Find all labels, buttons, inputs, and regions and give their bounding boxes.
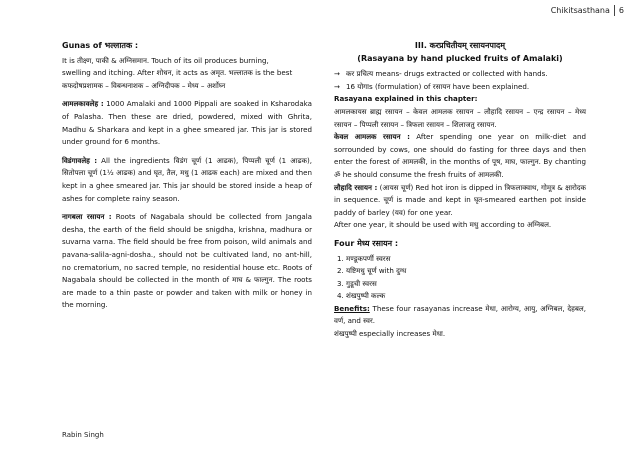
nagabala-text: Roots of Nagabala should be collected from Jangala desha, the earth of the field should be snigdha, krishna, madhura or suvarna varna. The field should be free from poison, wild animals and pavana-salila-agni-dosha., should not be cultivated land, no ant-hill, no crematorium, no sacred temple, no residential house etc. Roots of Nagabala should be collected in the month of माघ & फाल्गुन. The roots are made to a thin paste or powder and taken with milk or honey in the morning. [62,212,313,310]
four-medhya-list [334,253,586,303]
lauhadi-title: लौहादि रसायन : [334,182,378,192]
gunas-line-2: swelling and itching. After शोधन, it acts as अमृत. भल्लातक is the best [62,68,293,78]
page-header [551,5,624,16]
gunas-heading: Gunas of भल्लातक : [62,41,139,50]
bullet-item: → कर प्रचित्य means- drugs extracted or collected with hands. [334,68,586,81]
vidangavaleha-title: विडंगावलेह : [62,155,98,165]
kevala-paragraph [334,131,586,181]
list-item: 4. शंखपुष्पी कल्क [346,290,586,303]
footer-author: Rabin Singh [62,431,104,439]
list-item: 2. यष्टिमधु चूर्ण with दुग्ध [346,265,586,278]
four-medhya-heading: Four मेध्य रसायन : [334,238,399,248]
kevala-text: After spending one year on milk-diet and sorrounded by cows, one should do fasting for three days and then enter the forest of आमलकी, in the months of पूष, माघ, फाल्गुन. By chanting ॐ he should consume the fresh fruits of आमलकी. [334,132,586,179]
benefits-paragraph [334,303,586,328]
section-subtitle: (Rasayana by hand plucked fruits of Amalaki) [357,53,563,63]
nagabala-paragraph [62,211,312,312]
benefits-extra: शंखपुष्पी especially increases मेधा. [334,329,446,339]
benefits-text: These four rasayanas increase मेधा, आरोग्य, आयु, अग्निबल, देहबल, वर्ण, and स्वर. [334,303,586,326]
right-column [334,40,586,341]
explained-heading: Rasayana explained in this chapter: [334,94,478,104]
vidangavaleha-paragraph [62,155,312,205]
nagabala-title: नागबला रसायन : [62,212,112,222]
vidangavaleha-text: All the ingredients विडंग चूर्ण (1 आढक), पिप्पली चूर्ण (1 आढक), सितोपला चूर्ण (1½ आढक) and घृत, तैल, मधु (1 आढक each) are mixed and then kept in a ghee smeared jar. This jar should be stored inside a heap of ashes for complete rainy season. [62,155,313,203]
explained-text: आमलकायस ब्राह्म रसायन – केवल आमलक रसायन – लौहादि रसायन – एन्द्र रसायन – मेध्य रसायन – पिप्पली रसायन – त्रिफला रसायन – शिलाजतु रसायन. [334,106,586,129]
header-divider [614,5,615,16]
intro-bullets [334,68,586,93]
lauhadi-paragraph [334,182,586,220]
gunas-line-3: कफदोषप्रशामक – विबन्धनाशक – अग्निदीपक – मेध्य – अर्शोघ्न [62,80,226,90]
bullet-item: → 16 योगाs (formulation) of रसायन have been explained. [334,81,586,94]
list-item: 1. मण्डूकपर्णी स्वरस [346,253,586,266]
kevala-title: केवल आमलक रसायन : [334,132,410,142]
lauhadi-usage: After one year, it should be used with मधु according to अग्निबल. [334,220,552,230]
gunas-line-1: It is तीक्ष्ण, पाकी & अग्निसमान. Touch of its oil produces burning, [62,55,269,65]
benefits-label: Benefits: [334,303,370,313]
amalakavaleha-paragraph [62,98,312,148]
list-item: 3. गुडूची स्वरस [346,278,586,291]
section-title: III. करप्रचितीयम् रसायनपादम् [414,41,506,50]
left-column [62,40,312,312]
lauhadi-text: (आयस चूर्ण) Red hot iron is dipped in त्रिफलाक्वाथ, गोमूत्र & क्षारोदक in sequence. चूर्ण is made and kept in घृत-smeared earthen pot inside paddy of barley (यव) for one year. [334,182,586,217]
amalakavaleha-title: आमलकावलेह : [62,99,104,109]
chapter-name: Chikitsasthana [550,6,610,15]
amalakavaleha-text: 1000 Amalaki and 1000 Pippali are soaked in Ksharodaka of Palasha. Then these are dried, powdered, mixed with Ghrita, Madhu & Sharkara and kept in a ghee smeared jar. This jar is stored under ground for 6 months. [62,99,312,147]
page-number: 6 [618,6,624,15]
